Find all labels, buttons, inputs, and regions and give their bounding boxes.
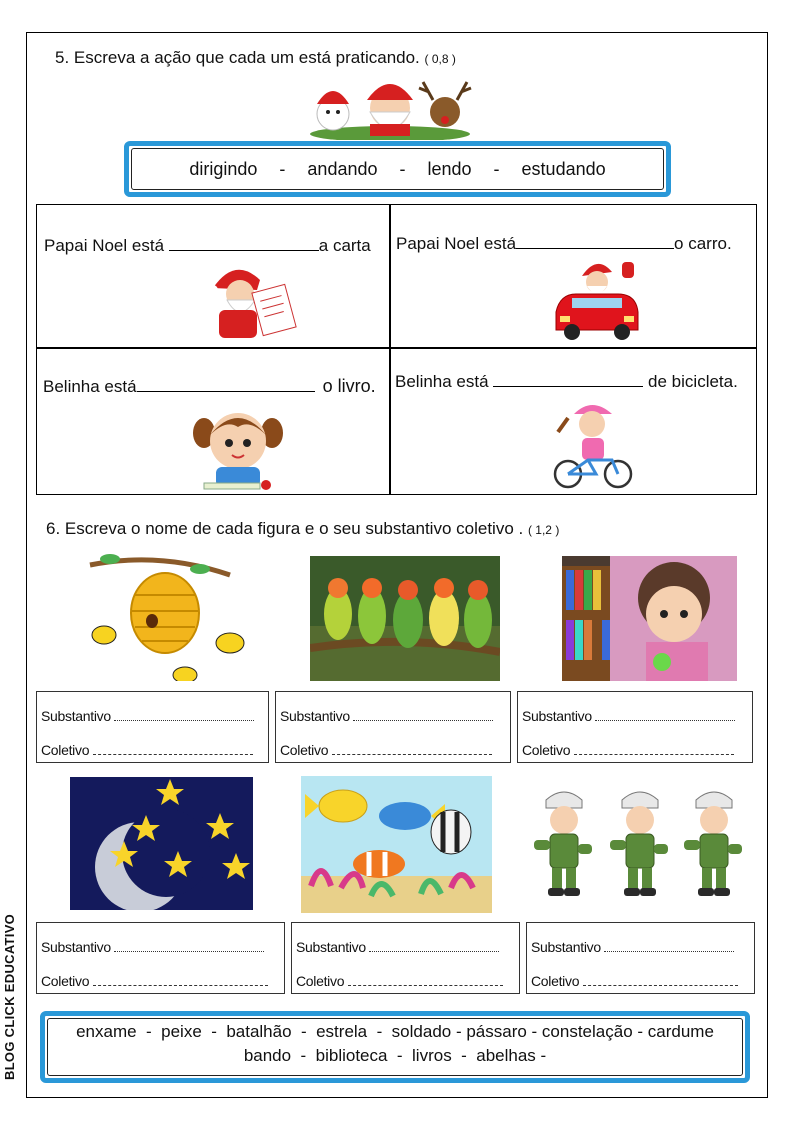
coletivo-answer-line[interactable] xyxy=(93,747,253,755)
coletivo-answer-line[interactable] xyxy=(348,978,503,986)
answer-card: Substantivo Coletivo xyxy=(275,691,511,763)
parrots-image xyxy=(310,556,500,681)
christmas-characters-image xyxy=(305,74,475,140)
coletivo-answer-line[interactable] xyxy=(93,978,268,986)
answer-card: Substantivo Coletivo xyxy=(526,922,755,994)
sentence-santa-car: Papai Noel está o carro. xyxy=(396,234,732,253)
sentence-belinha-book: Belinha está o livro. xyxy=(43,376,376,396)
santa-car-image xyxy=(552,258,642,342)
substantivo-answer-line[interactable] xyxy=(114,711,254,721)
answer-card: Substantivo Coletivo xyxy=(36,922,285,994)
word-separator: - xyxy=(399,158,406,179)
girl-bicycle-image xyxy=(552,398,634,492)
question-6-score: ( 1,2 ) xyxy=(527,523,560,537)
blog-credit: BLOG CLICK EDUCATIVO xyxy=(2,913,17,1080)
answer-blank[interactable] xyxy=(516,235,674,249)
answer-blank[interactable] xyxy=(137,378,315,392)
word-bank-line-2: bando - biblioteca - livros - abelhas - xyxy=(243,1046,547,1065)
answer-blank[interactable] xyxy=(169,237,319,251)
coletivo-answer-line[interactable] xyxy=(574,747,734,755)
word-separator: - xyxy=(279,158,286,179)
soldiers-image xyxy=(520,790,745,905)
substantivo-answer-line[interactable] xyxy=(114,942,264,952)
word-dirigindo: dirigindo xyxy=(189,158,258,179)
coletivo-answer-line[interactable] xyxy=(583,978,738,986)
answer-card: Substantivo Coletivo xyxy=(291,922,520,994)
question-6-title: 6. Escreva o nome de cada figura e o seu substantivo coletivo . ( 1,2 ) xyxy=(46,519,560,538)
coletivo-answer-line[interactable] xyxy=(332,747,492,755)
word-bank-actions xyxy=(124,141,671,197)
question-5-title: 5. Escreva a ação que cada um está praticando. ( 0,8 ) xyxy=(55,48,456,67)
girl-studying-image xyxy=(190,405,285,493)
word-lendo: lendo xyxy=(427,158,472,179)
library-girl-image xyxy=(562,556,737,681)
beehive-bees-image xyxy=(80,551,250,681)
word-andando: andando xyxy=(307,158,378,179)
word-bank-collectives xyxy=(40,1011,750,1083)
word-bank-line-1: enxame - peixe - batalhão - estrela - soldado - pássaro - constelação - cardume xyxy=(76,1022,714,1041)
santa-reading-image xyxy=(205,258,300,340)
substantivo-answer-line[interactable] xyxy=(369,942,499,952)
fish-reef-image xyxy=(301,776,492,913)
answer-card: Substantivo Coletivo xyxy=(517,691,753,763)
substantivo-answer-line[interactable] xyxy=(595,711,735,721)
question-5-score: ( 0,8 ) xyxy=(424,52,456,66)
answer-card: Substantivo Coletivo xyxy=(36,691,269,763)
word-estudando: estudando xyxy=(521,158,606,179)
substantivo-answer-line[interactable] xyxy=(604,942,734,952)
sentence-belinha-bike: Belinha está de bicicleta. xyxy=(395,372,738,391)
sentence-santa-letter: Papai Noel está a carta xyxy=(44,236,371,255)
substantivo-answer-line[interactable] xyxy=(353,711,493,721)
answer-blank[interactable] xyxy=(493,373,643,387)
word-separator: - xyxy=(493,158,500,179)
moon-stars-image xyxy=(70,777,253,910)
